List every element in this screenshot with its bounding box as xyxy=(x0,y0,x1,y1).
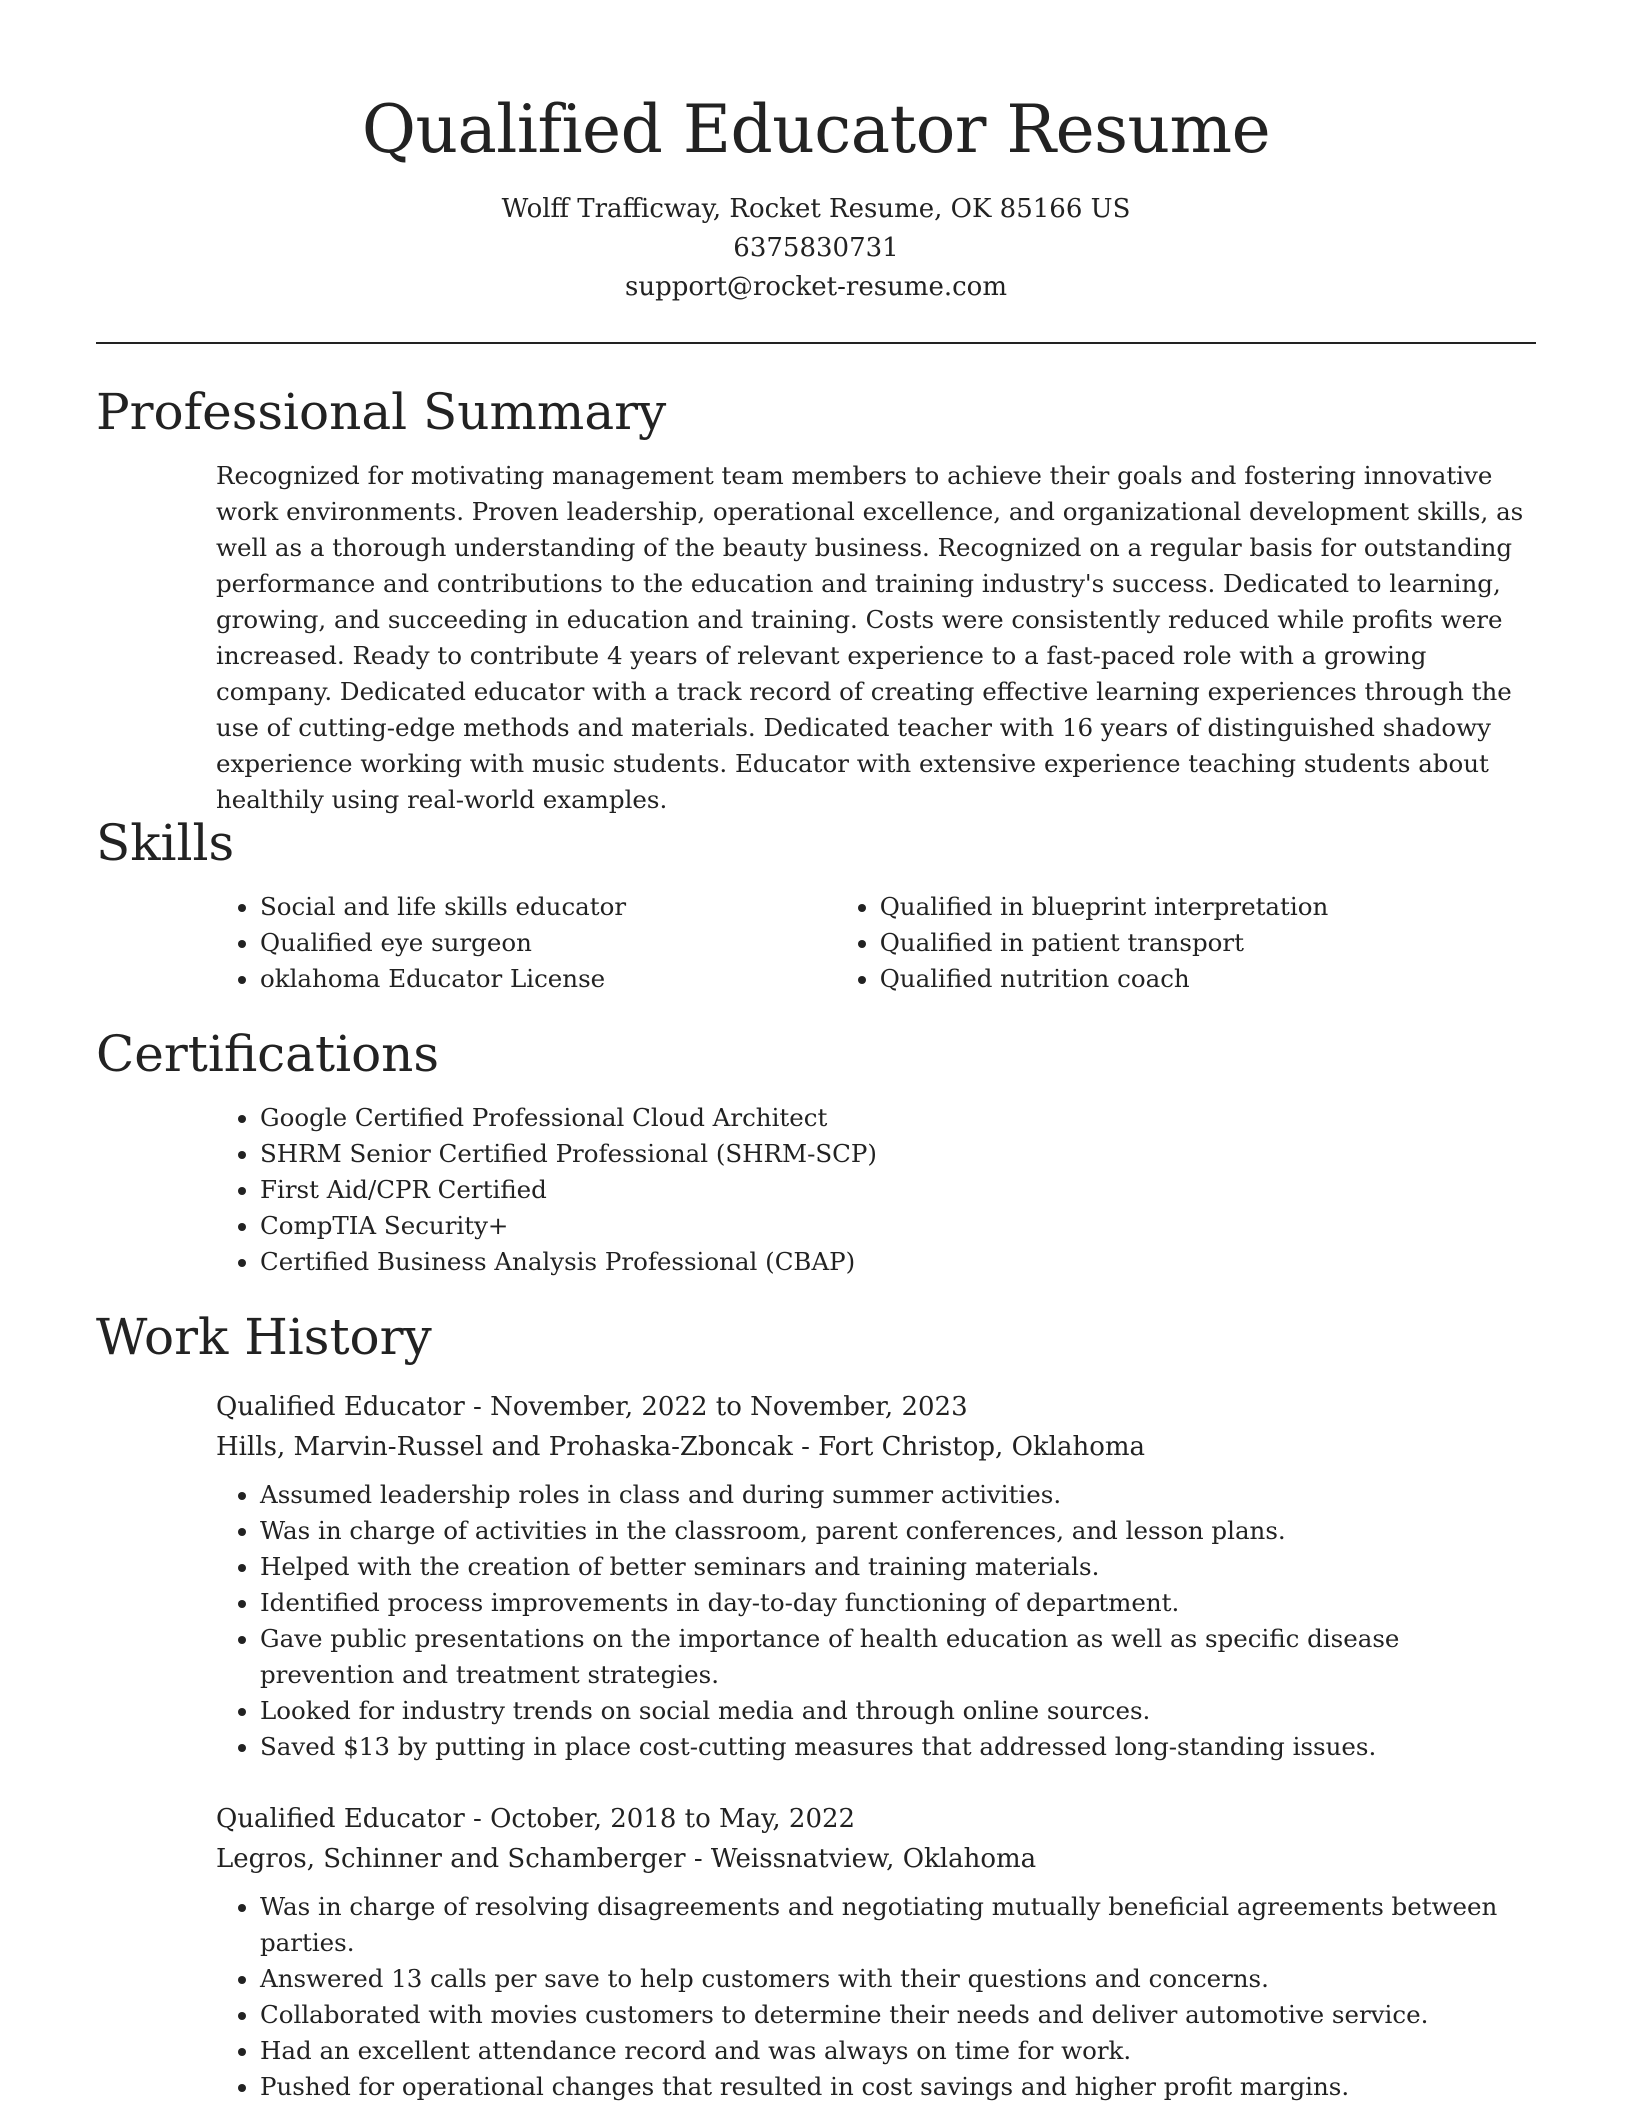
job-duties-list xyxy=(96,1889,1536,2105)
job-duty: • Gave public presentations on the importance of health education as well as specific disease prevention and treatment strategies. xyxy=(260,1621,1536,1693)
job-duty: • Had an excellent attendance record and was always on time for work. xyxy=(260,2033,1536,2069)
work-history-section xyxy=(96,1305,1536,2105)
job-duty: • Answered 13 calls per save to help customers with their questions and concerns. xyxy=(260,1961,1536,1997)
skills-grid xyxy=(96,889,1536,997)
job-duty: • Helped with the creation of better seminars and training materials. xyxy=(260,1549,1536,1585)
certification-item: • SHRM Senior Certified Professional (SHRM-SCP) xyxy=(260,1136,1536,1172)
skills-heading: Skills xyxy=(96,814,235,872)
resume-header xyxy=(96,80,1536,307)
contact-address: Wolff Trafficway, Rocket Resume, OK 85166 US xyxy=(501,194,1131,224)
skill-item: • Qualified eye surgeon xyxy=(260,925,715,961)
header-divider xyxy=(96,342,1536,344)
resume-title: Qualified Educator Resume xyxy=(361,91,1271,168)
job-duties-list xyxy=(96,1477,1536,1765)
job-employer: Legros, Schinner and Schamberger xyxy=(216,1844,686,1874)
job-title-line xyxy=(216,1799,1536,1839)
skill-item: • Social and life skills educator xyxy=(260,889,715,925)
summary-text: Recognized for motivating management team members to achieve their goals and fostering innovative work environments. Proven leadership, operational excellence, and organizational development skills, as well as a thorough understanding of the beauty business. Recognized on a regular basis for outstanding performance and contributions to the education and training industry's success. Dedicated to learning, growing, and succeeding in education and training. Costs were consistently reduced while profits were increased. Ready to contribute 4 years of relevant experience to a fast-paced role with a growing company. Dedicated educator with a track record of creating effective learning experiences through the use of cutting-edge methods and materials. Dedicated teacher with 16 years of distinguished shadowy experience working with music students. Educator with extensive experience teaching students about healthily using real-world examples. xyxy=(216,461,1524,814)
certifications-heading: Certifications xyxy=(96,1025,440,1083)
certification-item: • First Aid/CPR Certified xyxy=(260,1172,1536,1208)
job-duty: • Looked for industry trends on social media and through online sources. xyxy=(260,1693,1536,1729)
job-duty: • Collaborated with movies customers to determine their needs and deliver automotive service. xyxy=(260,1997,1536,2033)
skill-item: • Qualified nutrition coach xyxy=(880,961,1536,997)
certification-item: • CompTIA Security+ xyxy=(260,1208,1536,1244)
contact-phone: 6375830731 xyxy=(733,233,899,263)
summary-section xyxy=(96,380,1536,818)
job-title: Qualified Educator xyxy=(216,1392,465,1422)
job-duty: • Assumed leadership roles in class and during summer activities. xyxy=(260,1477,1536,1513)
job-title: Qualified Educator xyxy=(216,1804,465,1834)
job-duty: • Was in charge of resolving disagreements and negotiating mutually beneficial agreements between parties. xyxy=(260,1889,1536,1961)
job-employer-line xyxy=(216,1427,1536,1467)
skills-column-2 xyxy=(715,889,1536,997)
job-dates: - October, 2018 to May, 2022 xyxy=(464,1804,856,1834)
work-history-heading: Work History xyxy=(96,1308,432,1366)
skill-item: • oklahoma Educator License xyxy=(260,961,715,997)
certifications-section xyxy=(96,1022,1536,1280)
certifications-list xyxy=(96,1100,1536,1280)
job-duty: • Pushed for operational changes that resulted in cost savings and higher profit margins. xyxy=(260,2069,1536,2105)
job-entry xyxy=(96,1387,1536,1765)
contact-block xyxy=(96,190,1536,307)
job-employer: Hills, Marvin-Russel and Prohaska-Zboncak xyxy=(216,1432,793,1462)
summary-heading: Professional Summary xyxy=(96,383,667,441)
job-title-line xyxy=(216,1387,1536,1427)
skills-column-1 xyxy=(96,889,715,997)
job-employer-line xyxy=(216,1839,1536,1879)
skill-item: • Qualified in patient transport xyxy=(880,925,1536,961)
job-duty: • Identified process improvements in day-to-day functioning of department. xyxy=(260,1585,1536,1621)
job-entry xyxy=(96,1799,1536,2105)
job-duty: • Was in charge of activities in the classroom, parent conferences, and lesson plans. xyxy=(260,1513,1536,1549)
certification-item: • Google Certified Professional Cloud Architect xyxy=(260,1100,1536,1136)
job-duty: • Saved $13 by putting in place cost-cutting measures that addressed long-standing issues. xyxy=(260,1729,1536,1765)
job-location: - Fort Christop, Oklahoma xyxy=(792,1432,1146,1462)
job-dates: - November, 2022 to November, 2023 xyxy=(464,1392,968,1422)
skills-section xyxy=(96,811,1536,997)
certification-item: • Certified Business Analysis Professional (CBAP) xyxy=(260,1244,1536,1280)
contact-email: support@rocket-resume.com xyxy=(624,272,1007,302)
job-location: - Weissnatview, Oklahoma xyxy=(685,1844,1037,1874)
skill-item: • Qualified in blueprint interpretation xyxy=(880,889,1536,925)
